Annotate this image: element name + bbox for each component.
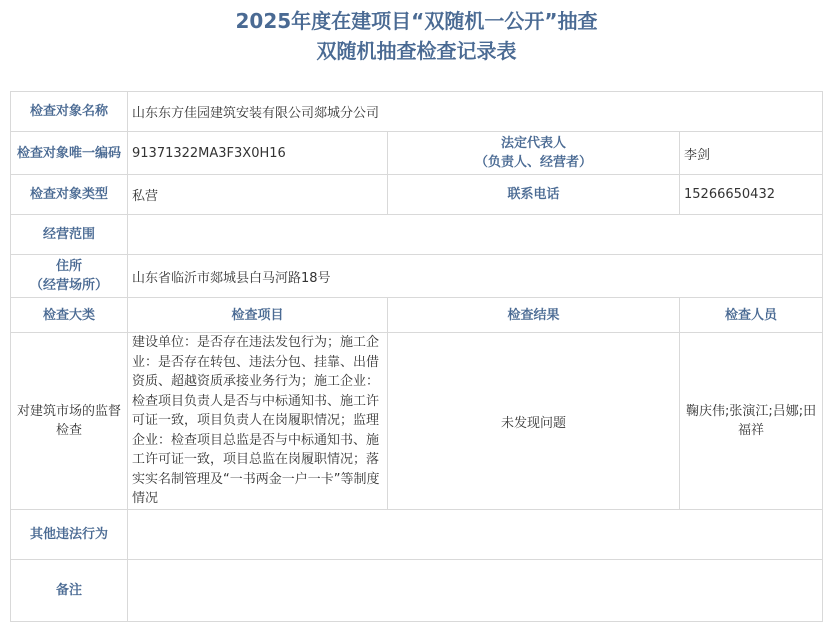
row-address bbox=[11, 255, 823, 298]
label-address-line1: 住所 bbox=[55, 259, 82, 274]
row-business-scope bbox=[11, 215, 823, 255]
header-items: 检查项目 bbox=[128, 298, 388, 333]
value-items: 建设单位：是否存在违法发包行为；施工企业：是否存在转包、违法分包、挂靠、出借资质、超越资质承接业务行为；施工企业：检查项目负责人是否与中标通知书、施工许可证一致，项目负责人在岗履职情况；监理企业：检查项目总监是否与中标通知书、施工许可证一致，项目总监在岗履职情况；落实实名制管理及“一书两金一户一卡”等制度情况 bbox=[128, 333, 388, 510]
label-unique-code: 检查对象唯一编码 bbox=[11, 132, 128, 175]
value-business-scope bbox=[128, 215, 823, 255]
page-subtitle: 双随机抽查检查记录表 bbox=[316, 39, 517, 63]
value-remarks bbox=[128, 560, 823, 622]
label-business-scope: 经营范围 bbox=[11, 215, 128, 255]
label-legal-rep bbox=[388, 132, 680, 175]
row-inspection-detail bbox=[11, 333, 823, 510]
value-object-type: 私营 bbox=[128, 175, 388, 215]
value-category-line1: 对建筑市场的监督 bbox=[16, 404, 121, 419]
label-legal-rep-line2: （负责人、经营者） bbox=[474, 155, 592, 170]
value-phone: 15266650432 bbox=[680, 175, 823, 215]
value-object-name: 山东东方佳园建筑安装有限公司郯城分公司 bbox=[128, 92, 823, 132]
row-remarks bbox=[11, 560, 823, 622]
row-object-type bbox=[11, 175, 823, 215]
value-result: 未发现问题 bbox=[388, 333, 680, 510]
value-category bbox=[11, 333, 128, 510]
label-phone: 联系电话 bbox=[388, 175, 680, 215]
label-other-violations: 其他违法行为 bbox=[11, 510, 128, 560]
value-unique-code: 91371322MA3F3X0H16 bbox=[128, 132, 388, 175]
label-address bbox=[11, 255, 128, 298]
label-address-line2: （经营场所） bbox=[29, 278, 108, 293]
label-object-name: 检查对象名称 bbox=[11, 92, 128, 132]
row-inspection-header bbox=[11, 298, 823, 333]
header-result: 检查结果 bbox=[388, 298, 680, 333]
value-legal-rep: 李剑 bbox=[680, 132, 823, 175]
label-legal-rep-line1: 法定代表人 bbox=[500, 136, 566, 151]
value-address: 山东省临沂市郯城县白马河路18号 bbox=[128, 255, 823, 298]
header-inspectors: 检查人员 bbox=[680, 298, 823, 333]
label-object-type: 检查对象类型 bbox=[11, 175, 128, 215]
row-unique-code bbox=[11, 132, 823, 175]
value-inspectors: 鞠庆伟;张演江;吕娜;田福祥 bbox=[680, 333, 823, 510]
row-other-violations bbox=[11, 510, 823, 560]
page-title: 2025年度在建项目“双随机一公开”抽查 bbox=[235, 9, 598, 33]
header-category: 检查大类 bbox=[11, 298, 128, 333]
value-other-violations bbox=[128, 510, 823, 560]
row-object-name bbox=[11, 92, 823, 132]
label-remarks: 备注 bbox=[11, 560, 128, 622]
value-category-line2: 检查 bbox=[55, 423, 82, 438]
inspection-record-table bbox=[10, 91, 823, 622]
